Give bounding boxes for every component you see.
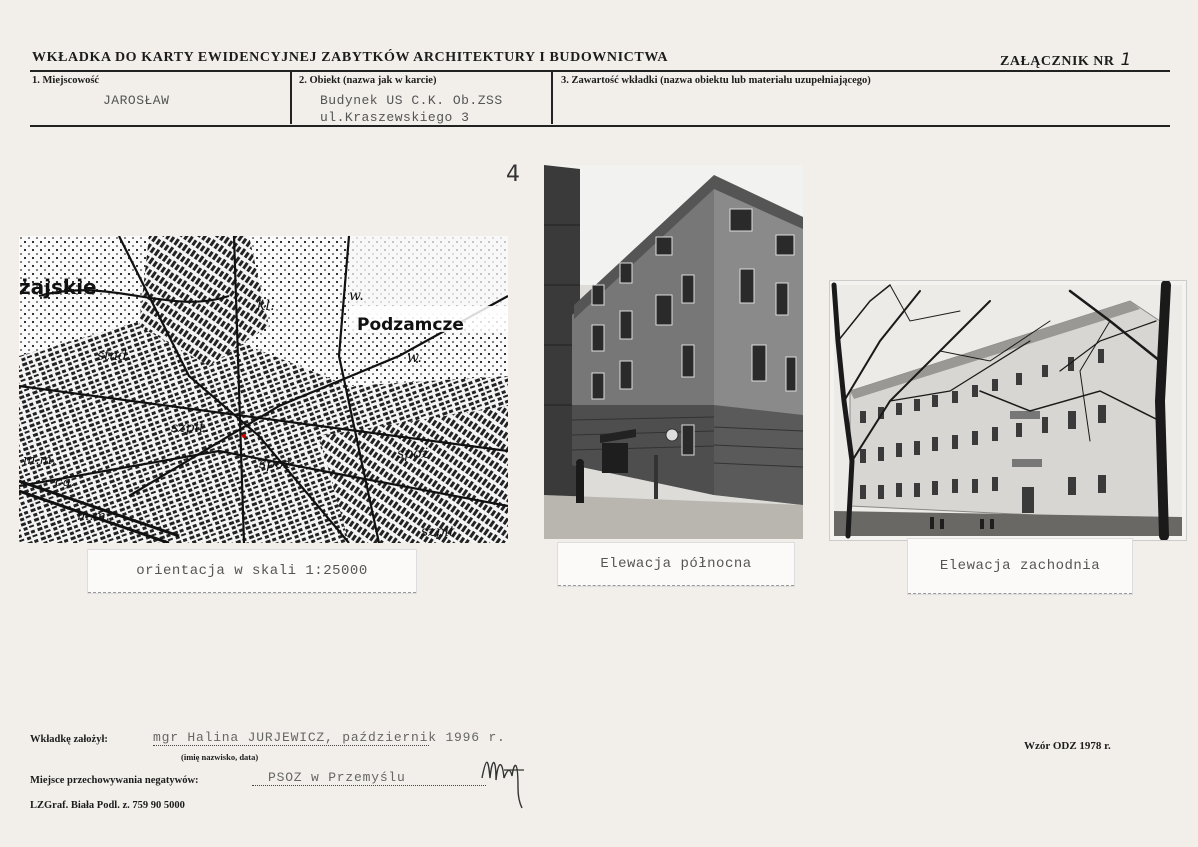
- map-label-zajskie: żajskie: [19, 275, 97, 299]
- form-title: WKŁADKA DO KARTY EWIDENCYJNEJ ZABYTKÓW ARCHITEKTURY I BUDOWNICTWA: [32, 50, 669, 65]
- map-label-cg: cg.: [55, 475, 75, 490]
- map-label-kl: kl.: [257, 298, 275, 314]
- north-caption: Elewacja północna: [558, 543, 794, 586]
- map-caption: orientacja w skali 1:25000: [88, 550, 416, 593]
- map-label-szpit-1: szpit.: [171, 420, 210, 436]
- fields-rule: [30, 125, 1170, 127]
- map-label-mm-1: m.m.: [23, 453, 56, 468]
- annex-label-text: ZAŁĄCZNIK NR: [1000, 54, 1115, 69]
- object-line-1: Budynek US C.K. Ob.ZSS: [320, 93, 503, 108]
- model-code: Wzór ODZ 1978 r.: [1024, 740, 1111, 752]
- west-elevation-photo: [829, 280, 1187, 541]
- orientation-map: [19, 236, 508, 543]
- annex-number: 1: [1120, 50, 1132, 70]
- author-label: Wkładkę założył:: [30, 734, 108, 745]
- locality-value: JAROSŁAW: [103, 93, 170, 108]
- west-elevation-drawing: [830, 281, 1186, 540]
- object-label: 2. Obiekt (nazwa jak w karcie): [299, 75, 437, 86]
- west-caption: Elewacja zachodnia: [908, 539, 1132, 594]
- header-rule: [30, 70, 1170, 72]
- north-elevation-photo: [544, 165, 803, 539]
- page-mark: 4: [506, 162, 520, 187]
- map-label-szpit-2: szpit: [421, 524, 455, 540]
- map-label-spoz-1: spoż: [259, 456, 291, 472]
- field-divider-1: [290, 72, 292, 124]
- storage-value: PSOZ w Przemyślu: [252, 770, 486, 786]
- content-label: 3. Zawartość wkładki (nazwa obiektu lub materiału uzupełniającego): [561, 75, 871, 86]
- storage-label: Miejsce przechowywania negatywów:: [30, 775, 199, 786]
- locality-label: 1. Miejscowość: [32, 75, 100, 86]
- map-label-stad: stad.: [97, 348, 132, 364]
- map-label-w-1: w.: [349, 288, 364, 304]
- annex-label: [1000, 50, 1132, 70]
- author-hint: (imię nazwisko, data): [181, 752, 259, 762]
- field-divider-2: [551, 72, 553, 124]
- handwritten-signature: [474, 748, 536, 810]
- map-drawing: [19, 236, 508, 543]
- object-line-2: ul.Kraszewskiego 3: [320, 110, 470, 125]
- map-label-mm-2: m.m.: [77, 509, 110, 524]
- author-value: mgr Halina JURJEWICZ, październik 1996 r.: [153, 730, 506, 745]
- map-label-podzamcze: Podzamcze: [357, 315, 464, 335]
- printer-line: LZGraf. Biała Podl. z. 759 90 5000: [30, 800, 185, 811]
- north-elevation-drawing: [544, 165, 803, 539]
- map-label-spoz-2: spoż: [397, 446, 429, 462]
- map-label-w-2: w.: [407, 350, 422, 366]
